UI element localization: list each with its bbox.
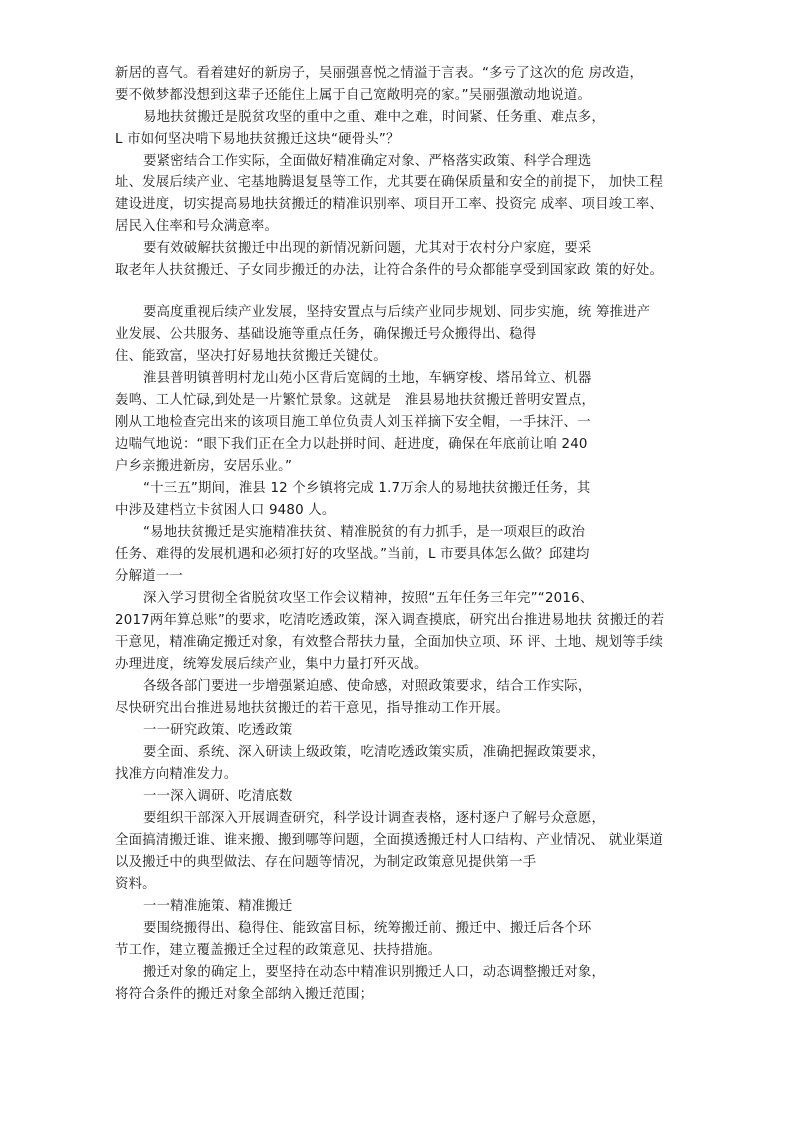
text-line: 边喘气地说：“眼下我们正在全力以赴拼时间、赶进度，确保在年底前让咱 240 — [115, 437, 588, 452]
text-line: 要围绕搬得出、稳得住、能致富目标，统筹搬迁前、搬迁中、搬迁后各个环 — [143, 921, 592, 936]
text-line: 业发展、公共服务、基础设施等重点任务，确保搬迁号众搬得出、稳得 — [115, 327, 537, 342]
text-line: 干意见，精准确定搬迁对象，有效整合帮扶力量，全面加快立项、环 评、土地、规划等手续 — [115, 635, 664, 650]
text-line: 要组织干部深入开展调查研究，科学设计调查表格，逐村逐户了解号众意愿， — [143, 811, 606, 826]
text-line: 资料。 — [115, 877, 156, 892]
text-line: 要不傚梦都没想到这辈子还能住上属于自己宽敞明亮的家。”吴丽强激动地说道。 — [115, 88, 592, 103]
text-line: 易地扶贫搬迁是脱贫攻坚的重中之重、难中之难，时间紧、任务重、难点多， — [143, 110, 606, 125]
text-line: 取老年人扶贫搬迁、子女同步搬迁的办法，让符合条件的号众都能享受到国家政 策的好处。 — [115, 263, 664, 278]
text-line: 要有效破解扶贫搬迁中出现的新情况新问题，尤其对于农村分户家庭，要采 — [143, 241, 592, 256]
text-line: 轰鸣、工人忙碌,到处是一片繁忙景象。这就是 淮县易地扶贫搬迁普明安置点， — [115, 393, 596, 408]
text-line: 要全面、系统、深入研读上级政策，吃清吃透政策实质，准确把握政策要求， — [143, 745, 606, 760]
text-line: 任务、难得的发展机遇和必须打好的攻坚战。”当前，L 市要具体怎么做？邱建均 — [115, 547, 590, 562]
text-line: 2017两年算总账”的要求，吃清吃透政策，深入调查摸底，研究出台推进易地扶 贫搬迁的若 — [115, 613, 665, 628]
text-line: 新居的喜气。看着建好的新房子，吴丽强喜悦之情溢于言表。“多亏了这次的危 房改造， — [115, 66, 644, 81]
text-line: 淮县普明镇普明村龙山苑小区背后宽阔的土地，车辆穿梭、塔吊耸立、机器 — [143, 371, 592, 386]
text-line: 找准方向精准发力。 — [115, 767, 238, 782]
text-line: 节工作，建立覆盖搬迁全过程的政策意见、扶持措施。 — [115, 943, 442, 958]
text-line: “十三五”期间，淮县 12 个乡镇将完成 1.7万余人的易地扶贫搬迁任务，其 — [143, 481, 591, 496]
text-line: 尽快研究出台推进易地扶贫搬迁的若干意见，指导推动工作开展。 — [115, 701, 510, 716]
text-line: 居民入住率和号众满意率。 — [115, 219, 279, 234]
text-line: 各级各部门要进一步增强紧迫感、使命感，对照政策要求，结合工作实际， — [143, 679, 592, 694]
text-line: 户乡亲搬进新房，安居乐业。” — [115, 459, 293, 474]
text-line: 住、能致富，坚决打好易地扶贫搬迁关键仗。 — [115, 349, 387, 364]
text-line: 分解道一一 — [115, 569, 183, 584]
text-line: L 市如何坚决啃下易地扶贫搬迁这块“硬骨头”？ — [115, 132, 400, 147]
text-line: 一一精准施策、精准搬迁 — [143, 899, 293, 914]
text-line: 要高度重视后续产业发展，坚持安置点与后续产业同步规划、同步实施，统 筹推进产 — [143, 305, 651, 320]
text-line: 一一深入调研、吃清底数 — [143, 789, 293, 804]
text-line: 办理进度，统筹发展后续产业，集中力量打歼灭战。 — [115, 657, 428, 672]
text-line: 深入学习贯彻全省脱贫攻坚工作会议精神，按照“五年任务三年完”“2016、 — [143, 591, 594, 606]
text-line: 搬迁对象的确定上，要坚持在动态中精准识别搬迁人口，动态调整搬迁对象， — [143, 965, 606, 980]
text-line: 一一研究政策、吃透政策 — [143, 723, 293, 738]
text-line: 刚从工地检查完出来的该项目施工单位负责人刘玉祥摘下安全帽，一手抹汗、一 — [115, 415, 591, 430]
text-line: 全面搞清搬迁谁、谁来搬、搬到哪等问题，全面摸透搬迁村人口结构、产业情况、 就业渠道 — [115, 833, 664, 848]
text-line: 将符合条件的搬迁对象全部纳入搬迁范围； — [115, 987, 374, 1002]
text-line: “易地扶贫搬迁是实施精准扶贫、精准脱贫的有力抓手，是一项艰巨的政治 — [143, 525, 586, 540]
text-line: 址、发展后续产业、宅基地腾退复垦等工作，尤其要在确保质量和安全的前提下， 加快工程 — [115, 175, 664, 190]
text-line: 要紧密结合工作实际，全面做好精准确定对象、严格落实政策、科学合理选 — [143, 154, 592, 169]
text-line: 以及搬迁中的典型做法、存在问题等情况，为制定政策意见提供第一手 — [115, 855, 537, 870]
text-line: 建设进度，切实提高易地扶贫搬迁的精准识别率、项目开工率、投资完 成率、项目竣工率、 — [115, 197, 664, 212]
text-line: 中涉及建档立卡贫困人口 9480 人。 — [115, 503, 336, 518]
